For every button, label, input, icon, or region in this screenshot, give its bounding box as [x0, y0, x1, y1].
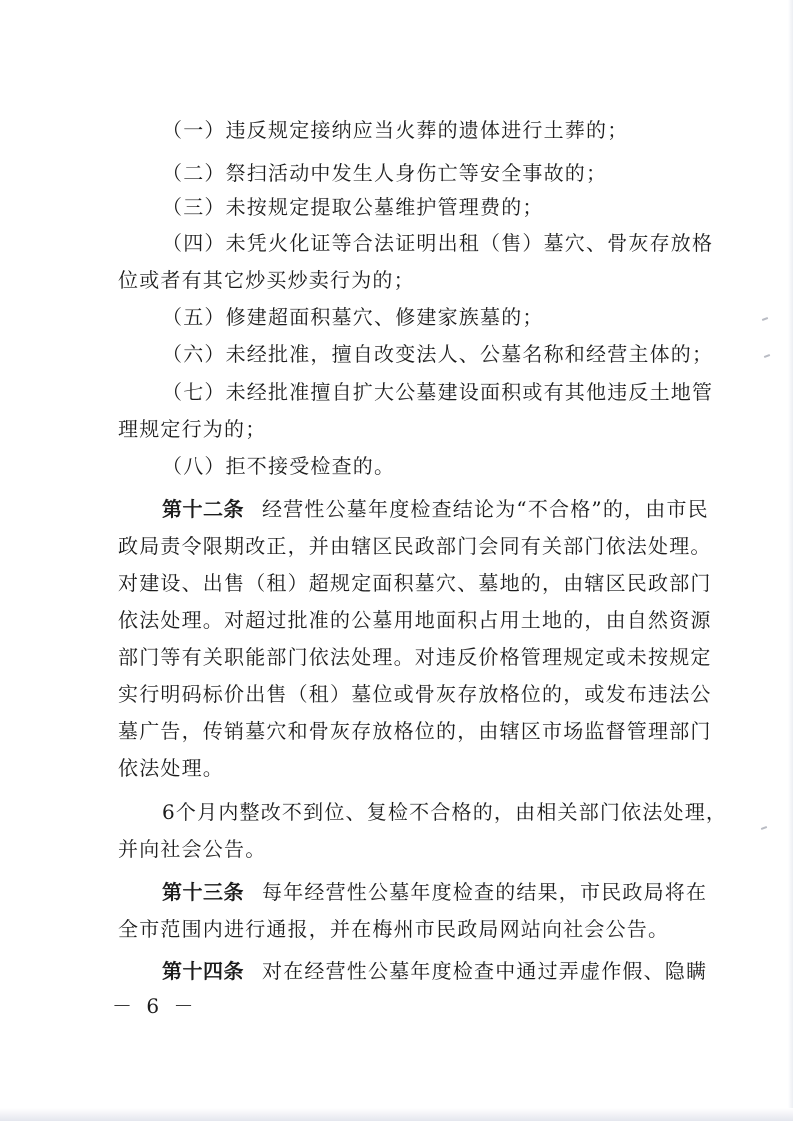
- article-14-first-line: [162, 959, 707, 983]
- list-item-4: （四）未凭火化证等合法证明出租（售）墓穴、骨灰存放格: [162, 231, 714, 255]
- list-item-6: （六）未经批准，擅自改变法人、公墓名称和经营主体的；: [162, 342, 714, 366]
- list-item-2: （二）祭扫活动中发生人身伤亡等安全事故的；: [162, 161, 608, 185]
- list-item-7-continued: 理规定行为的；: [118, 417, 267, 441]
- article-12-first-line: [162, 497, 709, 521]
- paragraph-first-line: 6个月内整改不到位、复检不合格的，由相关部门依法处理，: [162, 800, 728, 824]
- article-14-heading: 第十四条: [162, 959, 244, 983]
- page-number: － 6 －: [112, 994, 198, 1018]
- list-item-8: （八）拒不接受检查的。: [162, 454, 396, 478]
- list-item-7: （七）未经批准擅自扩大公墓建设面积或有其他违反土地管: [162, 380, 714, 404]
- scan-speck: [764, 354, 770, 358]
- scan-edge-bottom: [0, 1108, 793, 1121]
- paragraph-line: 对建设、出售（租）超规定面积墓穴、墓地的，由辖区民政部门: [118, 571, 712, 595]
- paragraph-line: 依法处理。: [118, 756, 224, 780]
- paragraph-line: 实行明码标价出售（租）墓位或骨灰存放格位的，或发布违法公: [118, 682, 712, 706]
- paragraph-line: 政局责令限期改正，并由辖区民政部门会同有关部门依法处理。: [118, 534, 712, 558]
- scan-speck: [761, 826, 767, 830]
- article-12-heading: 第十二条: [162, 497, 244, 521]
- article-13-text: 每年经营性公墓年度检查的结果，市民政局将在: [262, 880, 708, 904]
- list-item-3: （三）未按规定提取公墓维护管理费的；: [162, 195, 544, 219]
- scan-speck: [762, 317, 768, 321]
- article-13-heading: 第十三条: [162, 880, 244, 904]
- scan-edge-right: [788, 0, 793, 1121]
- paragraph-line: 部门等有关职能部门依法处理。对违反价格管理规定或未按规定: [118, 645, 712, 669]
- list-item-5: （五）修建超面积墓穴、修建家族墓的；: [162, 305, 544, 329]
- list-item-1: （一）违反规定接纳应当火葬的遗体进行土葬的；: [162, 118, 629, 142]
- article-13-first-line: [162, 880, 707, 904]
- paragraph-line: 全市范围内进行通报，并在梅州市民政局网站向社会公告。: [118, 917, 670, 941]
- list-item-4-continued: 位或者有其它炒买炒卖行为的；: [118, 268, 415, 292]
- paragraph-line: 并向社会公告。: [118, 837, 267, 861]
- paragraph-line: 依法处理。对超过批准的公墓用地面积占用土地的，由自然资源: [118, 608, 712, 632]
- article-12-text: 经营性公墓年度检查结论为“不合格”的，由市民: [262, 497, 709, 521]
- article-14-text: 对在经营性公墓年度检查中通过弄虚作假、隐瞒: [262, 959, 708, 983]
- paragraph-line: 墓广告，传销墓穴和骨灰存放格位的，由辖区市场监督管理部门: [118, 719, 712, 743]
